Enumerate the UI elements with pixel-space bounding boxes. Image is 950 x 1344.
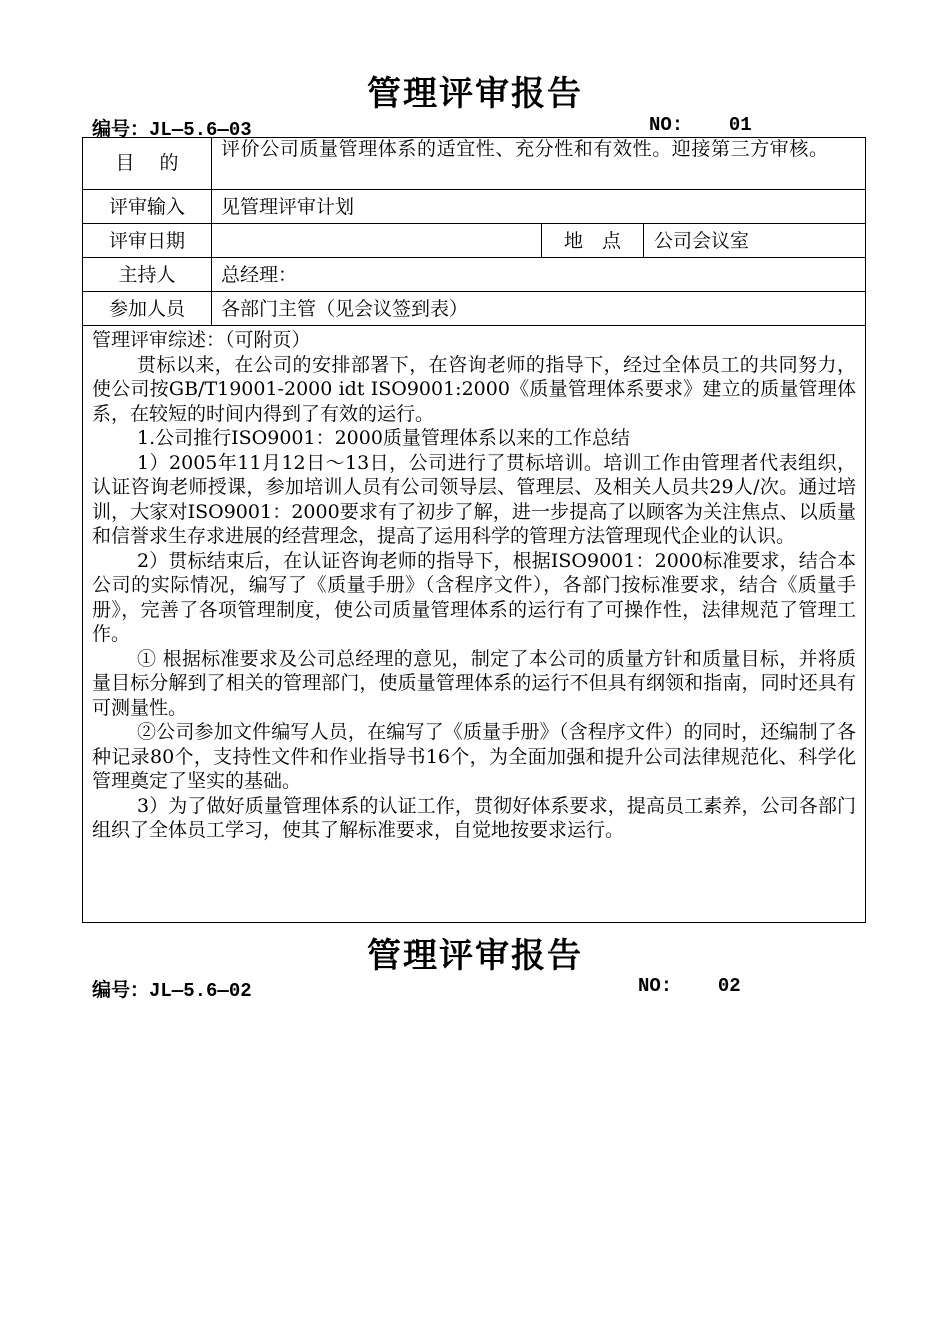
page-number-second xyxy=(638,975,741,997)
row-divider xyxy=(83,325,865,326)
purpose-label: 目 的 xyxy=(115,152,179,174)
page-number-label: NO: xyxy=(638,975,673,997)
summary-paragraph: 2）贯标结束后，在认证咨询老师的指导下，根据ISO9001：2000标准要求，结合本公司的实际情况，编写了《质量手册》（含程序文件），各部门按标准要求，结合《质量手册》，完善了各项管理制度，使公司质量管理体系的运行有了可操作性，法律规范了管理工作。 xyxy=(92,549,856,645)
participants-value: 各部门主管（见会议签到表） xyxy=(221,298,469,320)
column-divider xyxy=(211,138,212,325)
review-form-table xyxy=(82,137,866,923)
page-number xyxy=(649,114,752,136)
summary-paragraph: 贯标以来，在公司的安排部署下，在咨询老师的指导下，经过全体员工的共同努力，使公司按GB/T19001-2000 idt ISO9001:2000《质量管理体系要求》建立的质量管理体系，在较短的时间内得到了有效的运行。 xyxy=(92,353,856,425)
page-title-second: 管理评审报告 xyxy=(367,936,583,976)
host-value: 总经理： xyxy=(221,264,298,286)
page-title: 管理评审报告 xyxy=(367,74,583,114)
column-divider xyxy=(643,223,644,257)
review-summary xyxy=(92,328,856,843)
row-divider xyxy=(83,189,865,190)
document-code-second: 编号：JL—5.6—02 xyxy=(92,980,252,1002)
summary-paragraph: 1.公司推行ISO9001：2000质量管理体系以来的工作总结 xyxy=(137,427,630,449)
location-label: 地 点 xyxy=(563,230,621,252)
page-number-label: NO: xyxy=(649,114,684,136)
host-label: 主持人 xyxy=(118,264,176,286)
summary-paragraph: 1）2005年11月12日～13日，公司进行了贯标培训。培训工作由管理者代表组织，认证咨询老师授课，参加培训人员有公司领导层、管理层、及相关人员共29人/次。通过培训，大家对ISO9001：2000要求有了初步了解，进一步提高了以顾客为关注焦点、以质量和信誉求生存求进展的经营理念，提高了运用科学的管理方法管理现代企业的认识。 xyxy=(92,451,856,547)
row-divider xyxy=(83,223,865,224)
page-number-value: 02 xyxy=(717,975,741,997)
review-date-label: 评审日期 xyxy=(108,230,185,252)
location-value: 公司会议室 xyxy=(654,230,750,252)
summary-paragraph: ① 根据标准要求及公司总经理的意见，制定了本公司的质量方针和质量目标，并将质量目标分解到了相关的管理部门，使质量管理体系的运行不但具有纲领和指南，同时还具有可测量性。 xyxy=(92,647,856,719)
review-input-label: 评审输入 xyxy=(108,196,185,218)
page-number-value: 01 xyxy=(728,114,752,136)
participants-label: 参加人员 xyxy=(108,298,185,320)
summary-heading: 管理评审综述：（可附页） xyxy=(92,329,311,351)
row-divider xyxy=(83,257,865,258)
purpose-value: 评价公司质量管理体系的适宜性、充分性和有效性。迎接第三方审核。 xyxy=(221,138,829,160)
summary-paragraph: 3）为了做好质量管理体系的认证工作，贯彻好体系要求，提高员工素养，公司各部门组织了全体员工学习，使其了解标准要求，自觉地按要求运行。 xyxy=(92,794,856,841)
review-input-value: 见管理评审计划 xyxy=(221,196,355,218)
summary-paragraph: ②公司参加文件编写人员，在编写了《质量手册》（含程序文件）的同时，还编制了各种记录80个，支持性文件和作业指导书16个，为全面加强和提升公司法律规范化、科学化管理奠定了坚实的基础。 xyxy=(92,721,856,792)
row-divider xyxy=(83,291,865,292)
document-code: 编号：JL—5.6—03 xyxy=(92,119,252,141)
